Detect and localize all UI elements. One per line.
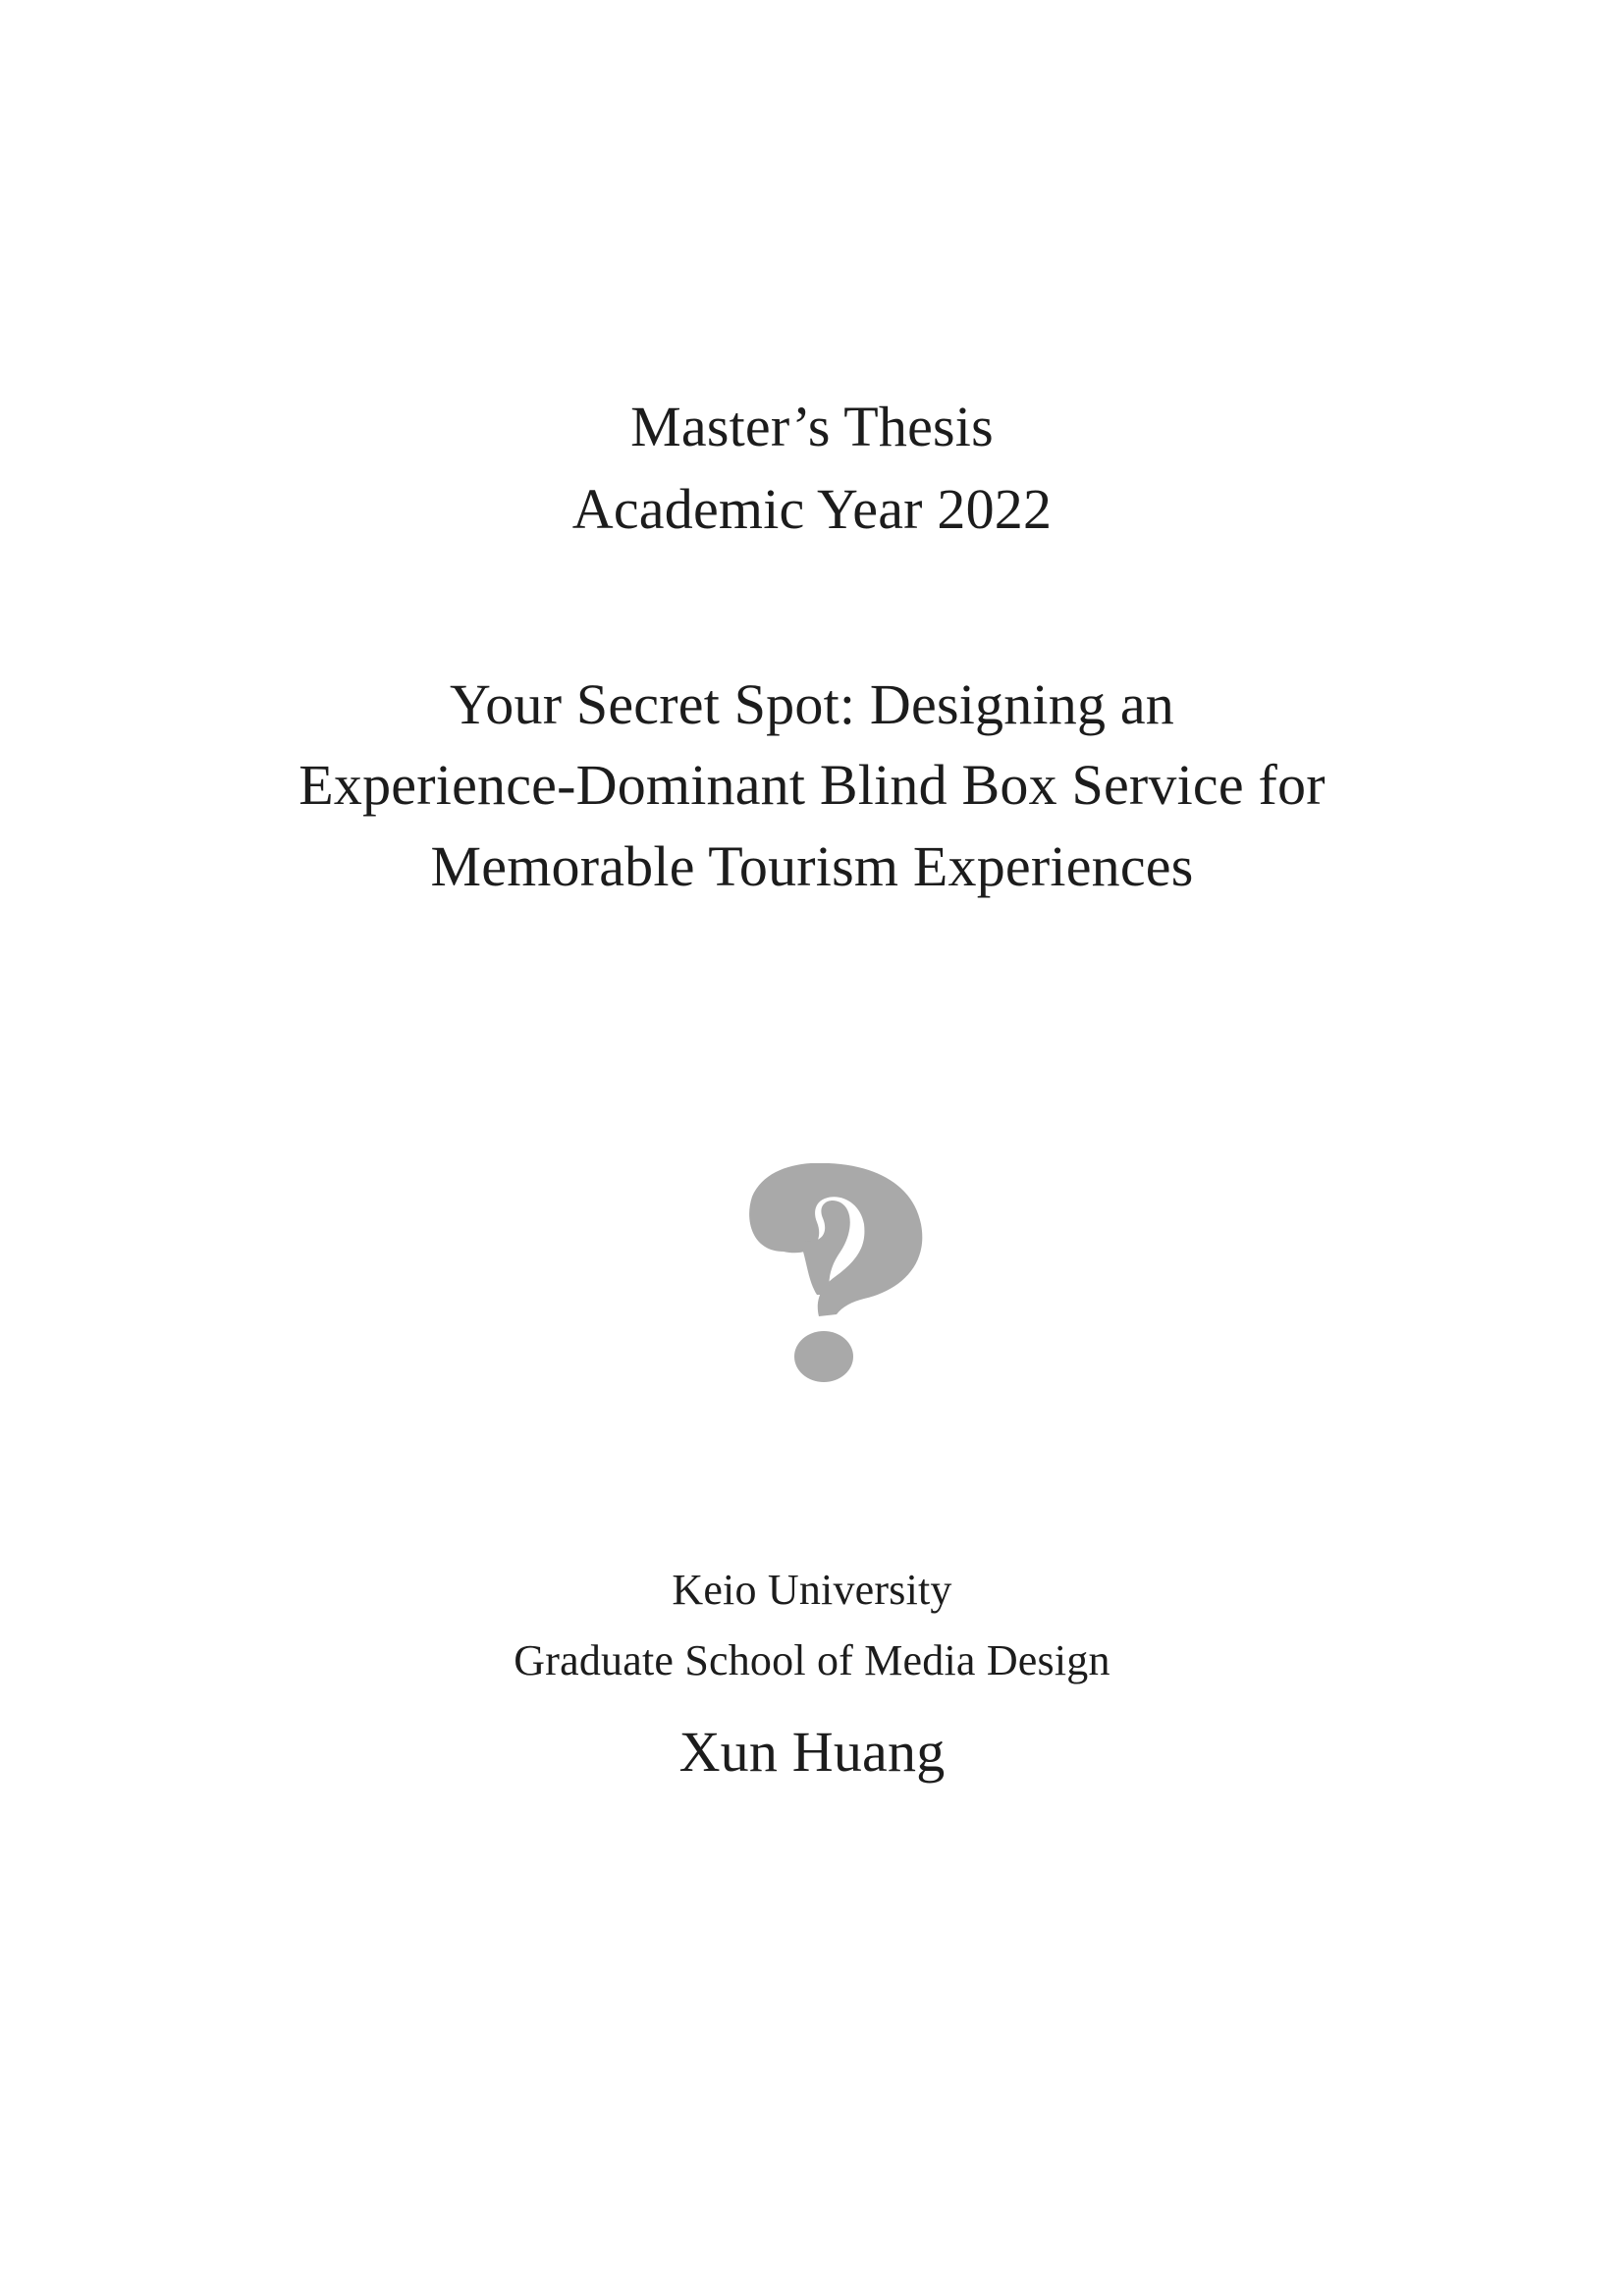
thesis-title-line-3: Memorable Tourism Experiences: [430, 834, 1194, 898]
graduate-school-name: Graduate School of Media Design: [514, 1636, 1110, 1684]
degree-type: Master’s Thesis: [630, 395, 994, 458]
university-name: Keio University: [672, 1566, 952, 1614]
author-name: Xun Huang: [678, 1720, 946, 1784]
thesis-title-line-1: Your Secret Spot: Designing an: [450, 672, 1174, 736]
thesis-title-line-2: Experience-Dominant Blind Box Service for: [298, 753, 1326, 817]
academic-year: Academic Year 2022: [571, 477, 1053, 541]
question-mark-logo-icon: [738, 1163, 925, 1385]
